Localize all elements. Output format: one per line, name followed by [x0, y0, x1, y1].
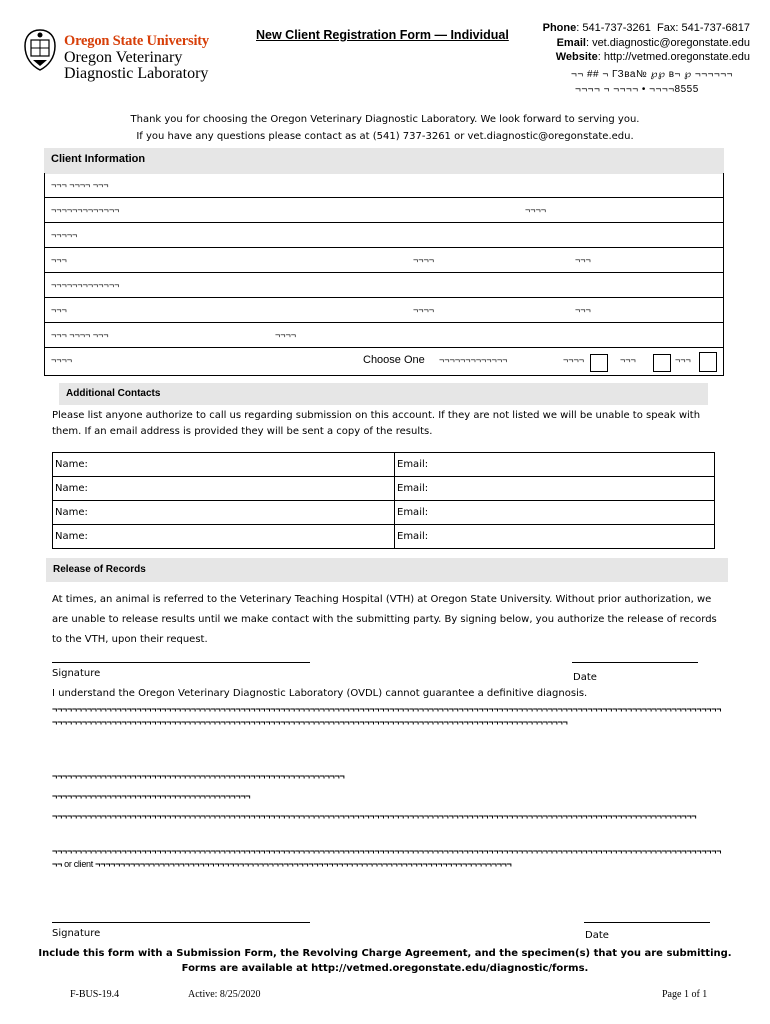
- garbled-paragraph-2: ¬¬¬¬¬¬¬¬¬¬¬¬¬¬¬¬¬¬¬¬¬¬¬¬¬¬¬¬¬¬¬¬¬¬¬¬¬¬¬¬¬¬¬¬¬¬¬¬¬¬¬¬¬¬¬¬¬¬¬: [52, 771, 345, 781]
- university-seal-icon: [22, 28, 58, 72]
- diagnosis-disclaimer: I understand the Oregon Veterinary Diagnostic Laboratory (OVDL) cannot guarantee a definitive diagnosis.: [52, 688, 588, 699]
- date-label: Date: [573, 672, 597, 683]
- field-label: ¬¬¬: [51, 305, 67, 315]
- garbled-paragraph-5: ¬¬¬¬¬¬¬¬¬¬¬¬¬¬¬¬¬¬¬¬¬¬¬¬¬¬¬¬¬¬¬¬¬¬¬¬¬¬¬¬¬¬¬¬¬¬¬¬¬¬¬¬¬¬¬¬¬¬¬¬¬¬¬¬¬¬¬¬¬¬¬¬¬¬¬¬¬¬¬¬¬¬¬¬¬¬¬¬¬¬¬¬¬¬¬¬¬¬¬¬¬¬¬¬¬¬¬¬¬¬¬¬¬¬¬¬¬¬¬¬¬¬¬¬¬¬¬¬¬¬¬¬¬¬¬¬¬ or client ¬¬¬¬¬¬¬¬¬¬¬¬¬¬¬¬¬¬¬¬¬¬¬¬¬¬¬¬¬¬¬¬¬¬¬¬¬¬¬¬¬¬¬¬¬¬¬¬¬¬¬¬¬¬¬¬¬¬¬¬¬¬¬¬¬¬¬¬¬¬¬¬¬¬¬¬¬¬¬¬¬¬¬¬: [52, 846, 722, 869]
- field-label: ¬¬¬: [575, 255, 591, 265]
- contacts-table: [52, 452, 715, 549]
- checkbox-option-3[interactable]: [699, 352, 717, 372]
- field-label: ¬¬¬¬: [525, 205, 547, 215]
- client-city-row[interactable]: [44, 248, 724, 273]
- intro-line1: Thank you for choosing the Oregon Veterinary Diagnostic Laboratory. We look forward to serving you.: [130, 114, 640, 125]
- garbled-paragraph-3: ¬¬¬¬¬¬¬¬¬¬¬¬¬¬¬¬¬¬¬¬¬¬¬¬¬¬¬¬¬¬¬¬¬¬¬¬¬¬¬¬: [52, 791, 251, 801]
- website-line: Website: http://vetmed.oregonstate.edu: [555, 51, 750, 63]
- include-note: Include this form with a Submission Form, the Revolving Charge Agreement, and the specimen(s) that you are submitting.: [38, 948, 732, 959]
- field-label: ¬¬¬¬¬¬¬¬¬¬¬¬¬: [439, 355, 508, 365]
- garbled-address-line2: ¬¬¬¬ ¬ ¬¬¬¬ • ¬¬¬¬8555: [575, 84, 699, 95]
- date-line-2[interactable]: [584, 922, 710, 923]
- active-date: Active: 8/25/2020: [188, 989, 261, 1000]
- garbled-address-line1: ¬¬ ## ¬ ГЗва№ ℘℘ в¬ ℘ ¬¬¬¬¬¬: [571, 69, 733, 80]
- signature-line[interactable]: [52, 662, 310, 663]
- client-word: or client: [64, 859, 93, 869]
- client-type-row[interactable]: [44, 348, 724, 376]
- field-label: ¬¬¬¬¬: [51, 230, 78, 240]
- field-label: ¬¬¬¬¬¬¬¬¬¬¬¬¬: [51, 205, 120, 215]
- contact-name-field[interactable]: Name:: [53, 525, 395, 549]
- contacts-description: Please list anyone authorize to call us regarding submission on this account. If they are not listed we will be unable to speak with them. If an email address is provided they will be sent a copy of the results.: [52, 410, 701, 437]
- release-of-records-heading: Release of Records: [46, 558, 728, 582]
- field-label: ¬¬¬: [575, 305, 591, 315]
- field-label: ¬¬¬: [675, 355, 691, 365]
- release-text: At times, an animal is referred to the Veterinary Teaching Hospital (VTH) at Oregon State University. Without prior authorization, we are unable to release results until we make contact with the submitting party. By signing below, you authorize the release of records to the VTH, upon their request.: [52, 594, 717, 645]
- client-city2-row[interactable]: [44, 298, 724, 323]
- phone-fax-line: Phone: 541-737-3261 Fax: 541-737-6817: [542, 22, 750, 34]
- choose-one-dropdown[interactable]: Choose One: [363, 354, 425, 366]
- signature-label: Signature: [52, 668, 101, 679]
- table-row: [53, 525, 715, 549]
- form-title: New Client Registration Form — Individual: [256, 28, 509, 42]
- lab-name-line2: Diagnostic Laboratory: [64, 65, 209, 82]
- contact-name-field[interactable]: Name:: [53, 501, 395, 525]
- field-label: ¬¬¬: [51, 255, 67, 265]
- field-label: ¬¬¬¬¬¬¬¬¬¬¬¬¬: [51, 280, 120, 290]
- client-address-row[interactable]: [44, 223, 724, 248]
- field-label: ¬¬¬¬: [51, 355, 73, 365]
- table-row: [53, 477, 715, 501]
- table-row: [53, 501, 715, 525]
- field-label: ¬¬¬ ¬¬¬¬ ¬¬¬: [51, 180, 109, 190]
- checkbox-option-1[interactable]: [590, 354, 608, 372]
- client-phone-row[interactable]: [44, 323, 724, 348]
- table-row: [53, 453, 715, 477]
- garbled-paragraph-1: ¬¬¬¬¬¬¬¬¬¬¬¬¬¬¬¬¬¬¬¬¬¬¬¬¬¬¬¬¬¬¬¬¬¬¬¬¬¬¬¬¬¬¬¬¬¬¬¬¬¬¬¬¬¬¬¬¬¬¬¬¬¬¬¬¬¬¬¬¬¬¬¬¬¬¬¬¬¬¬¬¬¬¬¬¬¬¬¬¬¬¬¬¬¬¬¬¬¬¬¬¬¬¬¬¬¬¬¬¬¬¬¬¬¬¬¬¬¬¬¬¬¬¬¬¬¬¬¬¬¬¬¬¬¬¬¬¬¬¬¬¬¬¬¬¬¬¬¬¬¬¬¬¬¬¬¬¬¬¬¬¬¬¬¬¬¬¬¬¬¬¬¬¬¬¬¬¬¬¬¬¬¬¬¬¬¬¬¬¬¬¬¬¬¬¬¬¬¬¬¬¬¬¬¬¬¬¬¬¬¬¬¬¬¬¬¬¬¬¬¬¬¬¬¬¬¬¬¬¬¬¬¬¬¬¬¬¬¬¬: [52, 704, 722, 727]
- field-label: ¬¬¬ ¬¬¬¬ ¬¬¬: [51, 330, 109, 340]
- field-label: ¬¬¬¬: [563, 355, 585, 365]
- field-label: ¬¬¬¬: [275, 330, 297, 340]
- page-number: Page 1 of 1: [662, 989, 708, 1000]
- checkbox-option-2[interactable]: [653, 354, 671, 372]
- contact-email-field[interactable]: Email:: [395, 453, 715, 477]
- additional-contacts-heading: Additional Contacts: [59, 383, 708, 405]
- university-name: Oregon State University: [64, 33, 209, 49]
- date-label-2: Date: [585, 930, 609, 941]
- intro-line2: If you have any questions please contact as at (541) 737-3261 or vet.diagnostic@oregonstate.edu.: [136, 131, 634, 142]
- field-label: ¬¬¬¬: [413, 255, 435, 265]
- date-line[interactable]: [572, 662, 698, 663]
- client-name-row[interactable]: [44, 173, 724, 198]
- contact-email-field[interactable]: Email:: [395, 501, 715, 525]
- contact-email-field[interactable]: Email:: [395, 525, 715, 549]
- client-business-row[interactable]: [44, 198, 724, 223]
- signature-line-2[interactable]: [52, 922, 310, 923]
- client-mailing-row[interactable]: [44, 273, 724, 298]
- signature-label-2: Signature: [52, 928, 101, 939]
- client-information-heading: Client Information: [44, 148, 724, 174]
- field-label: ¬¬¬¬: [413, 305, 435, 315]
- contact-name-field[interactable]: Name:: [53, 477, 395, 501]
- lab-name-line1: Oregon Veterinary: [64, 49, 183, 66]
- form-id: F-BUS-19.4: [70, 989, 120, 1000]
- contact-email-field[interactable]: Email:: [395, 477, 715, 501]
- field-label: ¬¬¬: [620, 355, 636, 365]
- garbled-paragraph-4: ¬¬¬¬¬¬¬¬¬¬¬¬¬¬¬¬¬¬¬¬¬¬¬¬¬¬¬¬¬¬¬¬¬¬¬¬¬¬¬¬¬¬¬¬¬¬¬¬¬¬¬¬¬¬¬¬¬¬¬¬¬¬¬¬¬¬¬¬¬¬¬¬¬¬¬¬¬¬¬¬¬¬¬¬¬¬¬¬¬¬¬¬¬¬¬¬¬¬¬¬¬¬¬¬¬¬¬¬¬¬¬¬¬¬¬¬¬¬¬¬¬¬¬¬¬¬¬¬¬¬: [52, 811, 697, 821]
- contact-name-field[interactable]: Name:: [53, 453, 395, 477]
- email-line: Email: vet.diagnostic@oregonstate.edu: [556, 37, 750, 49]
- forms-note: Forms are available at http://vetmed.oregonstate.edu/diagnostic/forms.: [181, 963, 589, 974]
